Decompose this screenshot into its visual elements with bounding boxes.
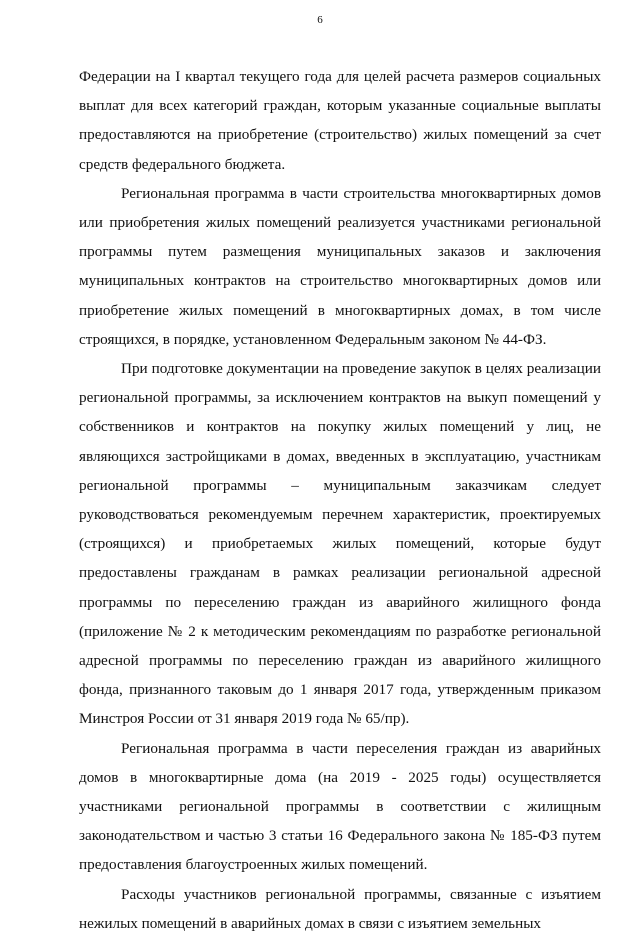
paragraph-resettlement: Региональная программа в части переселения граждан из аварийных домов в многоквартирные дома (на 2019 - 2025 годы) осуществляется участниками региональной программы в соответствии с жилищным законодательством и частью 3 статьи 16 Федерального закона № 185-ФЗ путем предоставления благоустроенных жилых помещений. bbox=[79, 739, 601, 874]
paragraph-expenses: Расходы участников региональной программы, связанные с изъятием нежилых помещений в аварийных домах в связи с изъятием земельных bbox=[79, 885, 601, 932]
paragraph-procurement: При подготовке документации на проведение закупок в целях реализации региональной программы, за исключением контрактов на выкуп помещений у собственников и контрактов на покупку жилых помещений у лиц, не являющихся застройщиками в домах, введенных в эксплуатацию, участникам региональной программы – муниципальным заказчикам следует руководствоваться рекомендуемым перечнем характеристик, проектируемых (строящихся) и приобретаемых жилых помещений, которые будут предоставлены гражданам в рамках реализации региональной адресной программы по переселению граждан из аварийного жилищного фонда (приложение № 2 к методическим рекомендациям по разработке региональной адресной программы по переселению граждан из аварийного жилищного фонда, признанного таковым до 1 января 2017 года, утвержденным приказом Минстроя России от 31 января 2019 года № 65/пр). bbox=[79, 360, 601, 728]
paragraph-construction: Региональная программа в части строительства многоквартирных домов или приобретения жилых помещений реализуется участниками региональной программы путем размещения муниципальных заказов и заключения муниципальных контрактов на строительство многоквартирных домов или приобретение жилых помещений в многоквартирных домах, в том числе строящихся, в порядке, установленном Федеральным законом № 44-ФЗ. bbox=[79, 184, 601, 348]
paragraph-continuation: Федерации на I квартал текущего года для целей расчета размеров социальных выплат для всех категорий граждан, которым указанные социальные выплаты предоставляются на приобретение (строительство) жилых помещений за счет средств федерального бюджета. bbox=[79, 68, 601, 173]
page-number: 6 bbox=[317, 14, 323, 26]
document-body bbox=[79, 62, 601, 938]
